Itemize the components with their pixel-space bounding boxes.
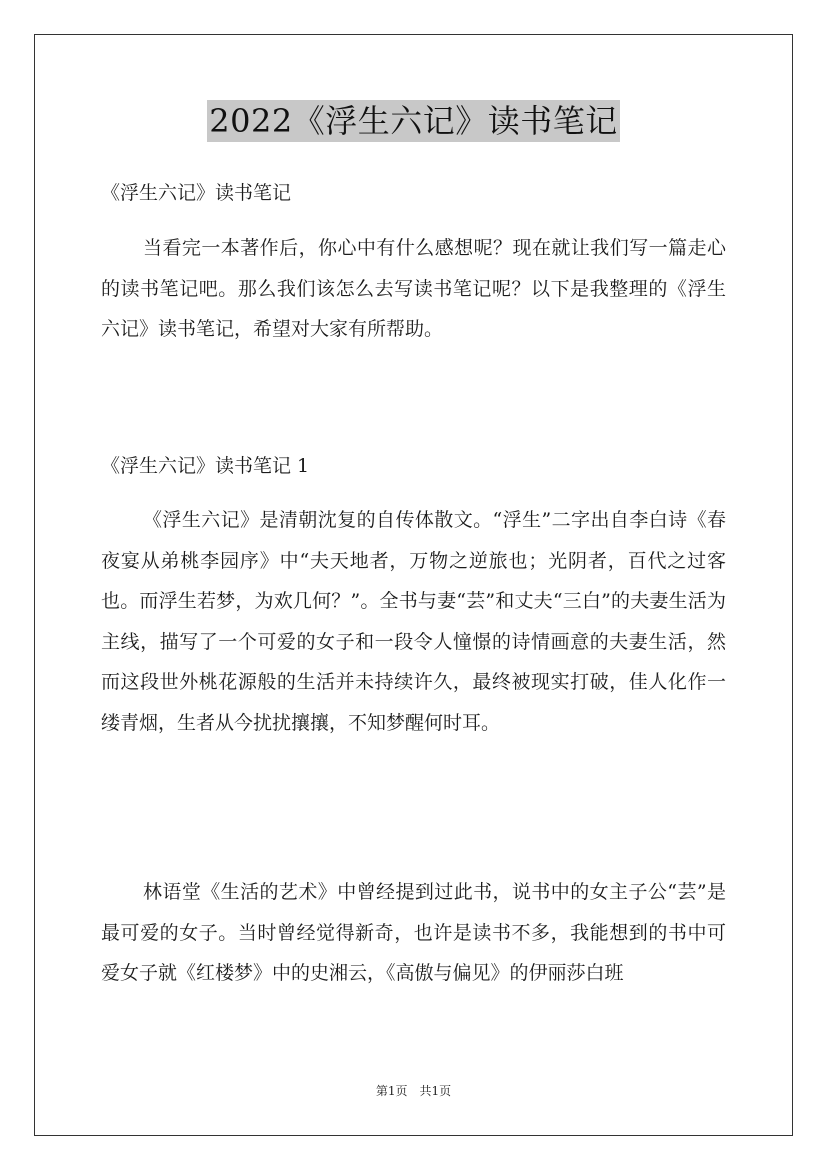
- intro-paragraph: 当看完一本著作后，你心中有什么感想呢？现在就让我们写一篇走心的读书笔记吧。那么我们该怎么去写读书笔记呢？以下是我整理的《浮生六记》读书笔记，希望对大家有所帮助。: [101, 237, 726, 341]
- title-container: [0, 100, 827, 142]
- intro-heading: 《浮生六记》读书笔记: [101, 182, 292, 204]
- body-paragraph-1: 《浮生六记》是清朝沈复的自传体散文。“浮生”二字出自李白诗《春夜宴从弟桃李园序》中“夫天地者，万物之逆旅也；光阴者，百代之过客也。而浮生若梦，为欢几何？”。全书与妻“芸”和丈夫“三白”的夫妻生活为主线，描写了一个可爱的女子和一段令人憧憬的诗情画意的夫妻生活，然而这段世外桃花源般的生活并未持续许久，最终被现实打破，佳人化作一缕青烟，生者从今扰扰攘攘，不知梦醒何时耳。: [101, 509, 726, 734]
- document-title: 2022《浮生六记》读书笔记: [209, 102, 618, 140]
- section-heading: 《浮生六记》读书笔记 1: [101, 455, 310, 477]
- body-paragraph-2: 林语堂《生活的艺术》中曾经提到过此书，说书中的女主子公“芸”是最可爱的女子。当时曾经觉得新奇，也许是读书不多，我能想到的书中可爱女子就《红楼梦》中的史湘云，《高傲与偏见》的伊丽莎白班: [101, 881, 726, 985]
- page-footer: 第1页 共1页: [375, 1084, 452, 1098]
